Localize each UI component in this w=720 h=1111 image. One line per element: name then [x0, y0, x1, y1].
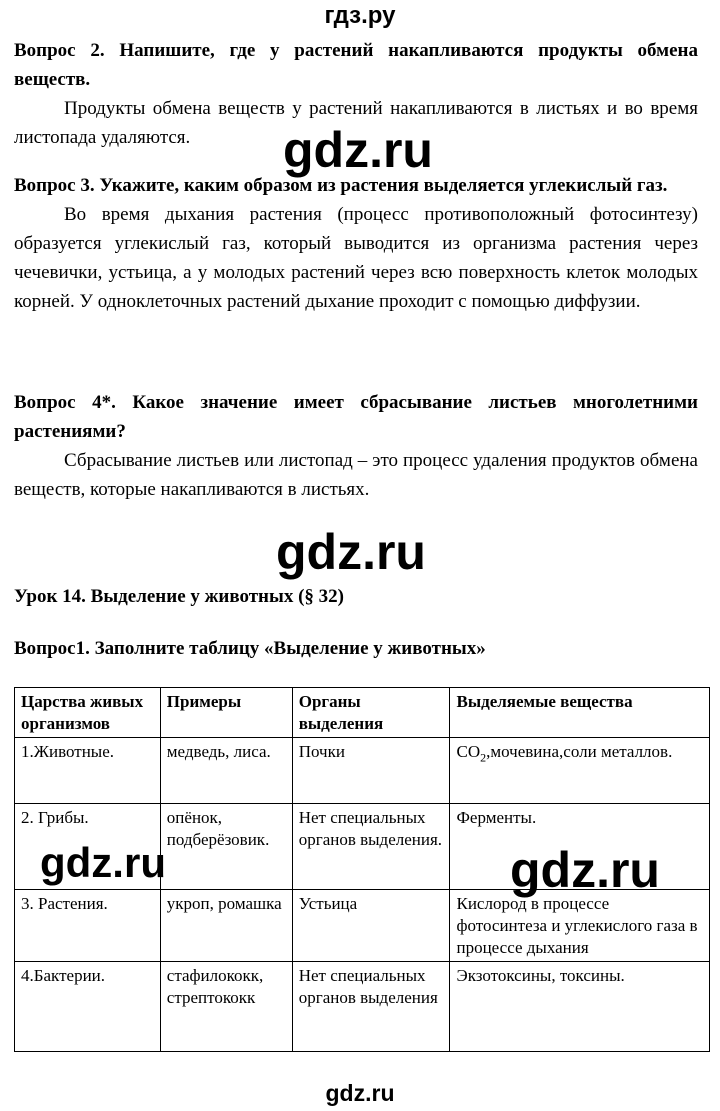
- table-row: [15, 962, 710, 1052]
- task-title: Вопрос1. Заполните таблицу «Выделение у животных»: [14, 638, 486, 659]
- table-cell: Почки: [292, 738, 450, 804]
- table-cell: стафилококк, стрептококк: [160, 962, 292, 1052]
- table-header: Примеры: [160, 688, 292, 738]
- table-header: Царства живых организмов: [15, 688, 161, 738]
- site-header: гдз.ру: [324, 2, 396, 29]
- table-cell: Экзотоксины, токсины.: [450, 962, 710, 1052]
- table-cell: Кислород в процессе фотосинтеза и углекислого газа в процессе дыхания: [450, 890, 710, 962]
- site-footer: gdz.ru: [325, 1080, 395, 1106]
- question-4-text: Вопрос 4*. Какое значение имеет сбрасывание листьев многолетними растениями?: [14, 392, 698, 442]
- watermark: gdz.ru: [283, 122, 433, 178]
- table-cell: 2. Грибы.: [15, 804, 161, 890]
- answer-4-text: Сбрасывание листьев или листопад – это процесс удаления продуктов обмена веществ, которые накапливаются в листьях.: [14, 450, 698, 500]
- table-cell: опёнок, подберёзовик.: [160, 804, 292, 890]
- table-row: [15, 738, 710, 804]
- answer-3-text: Во время дыхания растения (процесс противоположный фотосинтезу) образуется углекислый газ, который выводится из организма растения через чечевички, устьица, а у молодых растений через всю поверхность клеток молодых корней. У одноклеточных растений дыхание проходит с помощью диффузии.: [14, 204, 698, 312]
- table-cell: укроп, ромашка: [160, 890, 292, 962]
- table-cell: $CO_2,мочевина,соли$ металлов.: [450, 738, 710, 804]
- table-cell: Ферменты.: [450, 804, 710, 890]
- table-cell: Нет специальных органов выделения.: [292, 804, 450, 890]
- table-header: Выделяемые вещества: [450, 688, 710, 738]
- table-cell: 1.Животные.: [15, 738, 161, 804]
- watermark: gdz.ru: [40, 839, 166, 886]
- watermark: gdz.ru: [276, 524, 426, 580]
- table-cell: 4.Бактерии.: [15, 962, 161, 1052]
- question-3-block: [14, 171, 698, 316]
- table-cell: медведь, лиса.: [160, 738, 292, 804]
- answer-2-text: Продукты обмена веществ у растений накапливаются в листьях и во время листопада удаляются.: [14, 98, 698, 148]
- table-header: Органы выделения: [292, 688, 450, 738]
- question-3-text: Вопрос 3. Укажите, каким образом из растения выделяется углекислый газ.: [14, 175, 668, 196]
- question-4-block: [14, 388, 698, 504]
- table-cell: 3. Растения.: [15, 890, 161, 962]
- table-cell: Устьица: [292, 890, 450, 962]
- question-2-text: Вопрос 2. Напишите, где у растений накапливаются продукты обмена веществ.: [14, 40, 698, 90]
- table-cell: Нет специальных органов выделения: [292, 962, 450, 1052]
- table-header-row: [15, 688, 710, 738]
- table-row: [15, 890, 710, 962]
- watermark: gdz.ru: [510, 842, 660, 898]
- lesson-title: Урок 14. Выделение у животных (§ 32): [14, 586, 344, 607]
